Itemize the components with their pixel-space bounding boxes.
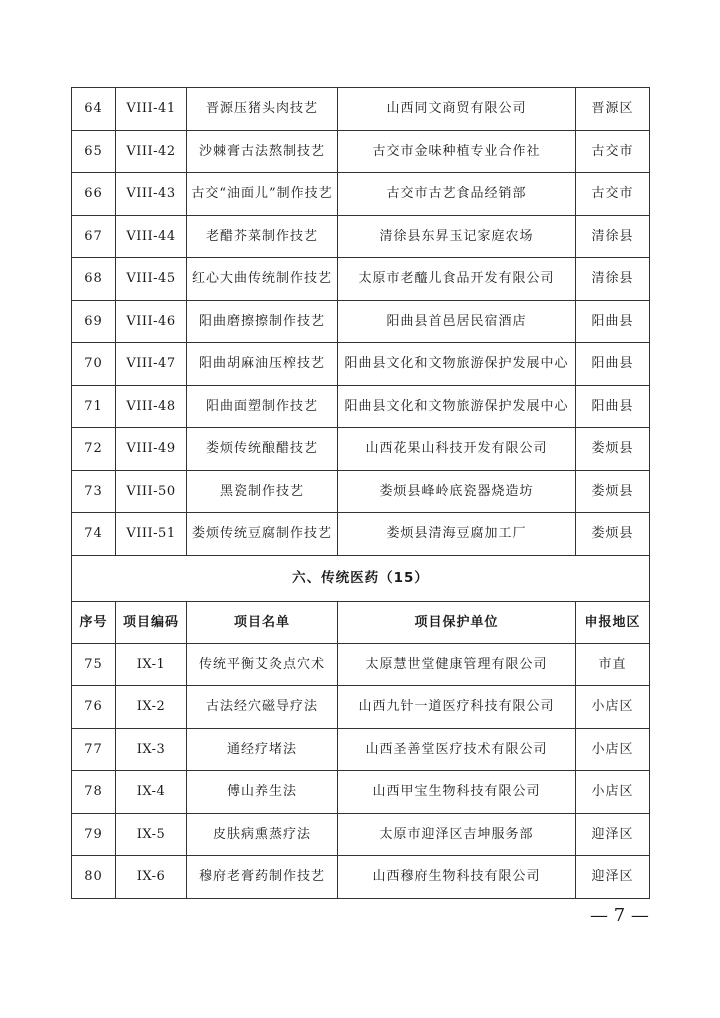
cell-code: VIII-50 (116, 470, 187, 513)
cell-code: VIII-51 (116, 513, 187, 556)
table-row (72, 130, 650, 173)
cell-region: 古交市 (576, 130, 650, 173)
cell-code: VIII-45 (116, 258, 187, 301)
cell-region: 晋源区 (576, 88, 650, 131)
cell-unit: 山西甲宝生物科技有限公司 (338, 771, 576, 814)
cell-region: 小店区 (576, 728, 650, 771)
medicine-rows (72, 643, 650, 898)
cell-name: 通经疗堵法 (187, 728, 338, 771)
cell-unit: 山西花果山科技开发有限公司 (338, 428, 576, 471)
table-row (72, 686, 650, 729)
header-no: 序号 (72, 601, 116, 643)
cell-name: 穆府老膏药制作技艺 (187, 856, 338, 899)
cell-no: 73 (72, 470, 116, 513)
header-name: 项目名单 (187, 601, 338, 643)
cell-code: IX-2 (116, 686, 187, 729)
cell-unit: 阳曲县首邑居民宿酒店 (338, 300, 576, 343)
table-row (72, 173, 650, 216)
cell-unit: 古交市金味种植专业合作社 (338, 130, 576, 173)
cell-unit: 清徐县东昇玉记家庭农场 (338, 215, 576, 258)
cell-no: 75 (72, 643, 116, 686)
cell-name: 晋源压猪头肉技艺 (187, 88, 338, 131)
cell-unit: 古交市古艺食品经销部 (338, 173, 576, 216)
cell-name: 皮肤病熏蒸疗法 (187, 813, 338, 856)
cell-code: VIII-48 (116, 385, 187, 428)
cell-unit: 太原慧世堂健康管理有限公司 (338, 643, 576, 686)
cell-name: 古交“油面儿”制作技艺 (187, 173, 338, 216)
cell-region: 阳曲县 (576, 385, 650, 428)
cell-region: 阳曲县 (576, 343, 650, 386)
cell-region: 迎泽区 (576, 856, 650, 899)
cell-code: VIII-42 (116, 130, 187, 173)
table-row (72, 215, 650, 258)
header-region: 申报地区 (576, 601, 650, 643)
cell-region: 娄烦县 (576, 513, 650, 556)
cell-name: 红心大曲传统制作技艺 (187, 258, 338, 301)
table-row (72, 728, 650, 771)
cell-name: 阳曲胡麻油压榨技艺 (187, 343, 338, 386)
table-row (72, 343, 650, 386)
cell-unit: 太原市迎泽区吉坤服务部 (338, 813, 576, 856)
cell-no: 77 (72, 728, 116, 771)
cell-code: VIII-44 (116, 215, 187, 258)
table-row (72, 771, 650, 814)
cell-unit: 山西同文商贸有限公司 (338, 88, 576, 131)
cell-unit: 山西穆府生物科技有限公司 (338, 856, 576, 899)
cell-no: 80 (72, 856, 116, 899)
cell-no: 74 (72, 513, 116, 556)
table-row (72, 258, 650, 301)
table-row (72, 428, 650, 471)
heritage-list-table-container (71, 87, 649, 899)
cell-region: 小店区 (576, 771, 650, 814)
page-number: — 7 — (590, 905, 649, 926)
table-row (72, 813, 650, 856)
cell-name: 傅山养生法 (187, 771, 338, 814)
cell-no: 79 (72, 813, 116, 856)
cell-no: 69 (72, 300, 116, 343)
cell-code: VIII-41 (116, 88, 187, 131)
cell-code: IX-3 (116, 728, 187, 771)
cell-region: 阳曲县 (576, 300, 650, 343)
food-craft-rows (72, 88, 650, 556)
table-row (72, 385, 650, 428)
cell-name: 黑瓷制作技艺 (187, 470, 338, 513)
cell-no: 67 (72, 215, 116, 258)
cell-code: IX-1 (116, 643, 187, 686)
cell-unit: 娄烦县峰岭底瓷器烧造坊 (338, 470, 576, 513)
cell-region: 娄烦县 (576, 470, 650, 513)
table-row (72, 300, 650, 343)
cell-code: VIII-46 (116, 300, 187, 343)
cell-name: 传统平衡艾灸点穴术 (187, 643, 338, 686)
cell-no: 78 (72, 771, 116, 814)
table-row (72, 513, 650, 556)
cell-code: IX-4 (116, 771, 187, 814)
cell-unit: 山西九针一道医疗科技有限公司 (338, 686, 576, 729)
cell-name: 老醋芥菜制作技艺 (187, 215, 338, 258)
table-row (72, 88, 650, 131)
section-title-row (72, 555, 650, 601)
cell-region: 清徐县 (576, 258, 650, 301)
cell-unit: 娄烦县清海豆腐加工厂 (338, 513, 576, 556)
table-header-row (72, 601, 650, 643)
table-row (72, 856, 650, 899)
cell-no: 76 (72, 686, 116, 729)
cell-region: 迎泽区 (576, 813, 650, 856)
table-row (72, 643, 650, 686)
header-unit: 项目保护单位 (338, 601, 576, 643)
cell-no: 66 (72, 173, 116, 216)
cell-code: VIII-43 (116, 173, 187, 216)
cell-unit: 太原市老醯儿食品开发有限公司 (338, 258, 576, 301)
cell-name: 沙棘膏古法熬制技艺 (187, 130, 338, 173)
cell-name: 古法经穴磁导疗法 (187, 686, 338, 729)
cell-no: 65 (72, 130, 116, 173)
cell-unit: 阳曲县文化和文物旅游保护发展中心 (338, 385, 576, 428)
cell-region: 清徐县 (576, 215, 650, 258)
cell-name: 阳曲磨擦擦制作技艺 (187, 300, 338, 343)
cell-code: IX-6 (116, 856, 187, 899)
cell-region: 市直 (576, 643, 650, 686)
section-title: 六、传统医药（15） (72, 555, 650, 601)
table-row (72, 470, 650, 513)
cell-no: 72 (72, 428, 116, 471)
cell-code: VIII-49 (116, 428, 187, 471)
cell-region: 娄烦县 (576, 428, 650, 471)
cell-code: IX-5 (116, 813, 187, 856)
cell-no: 64 (72, 88, 116, 131)
cell-region: 小店区 (576, 686, 650, 729)
cell-name: 娄烦传统豆腐制作技艺 (187, 513, 338, 556)
cell-code: VIII-47 (116, 343, 187, 386)
cell-unit: 阳曲县文化和文物旅游保护发展中心 (338, 343, 576, 386)
cell-no: 68 (72, 258, 116, 301)
cell-name: 娄烦传统酿醋技艺 (187, 428, 338, 471)
cell-name: 阳曲面塑制作技艺 (187, 385, 338, 428)
medicine-section (72, 555, 650, 643)
cell-unit: 山西圣善堂医疗技术有限公司 (338, 728, 576, 771)
cell-no: 71 (72, 385, 116, 428)
cell-no: 70 (72, 343, 116, 386)
heritage-list-table (71, 87, 650, 899)
cell-region: 古交市 (576, 173, 650, 216)
header-code: 项目编码 (116, 601, 187, 643)
